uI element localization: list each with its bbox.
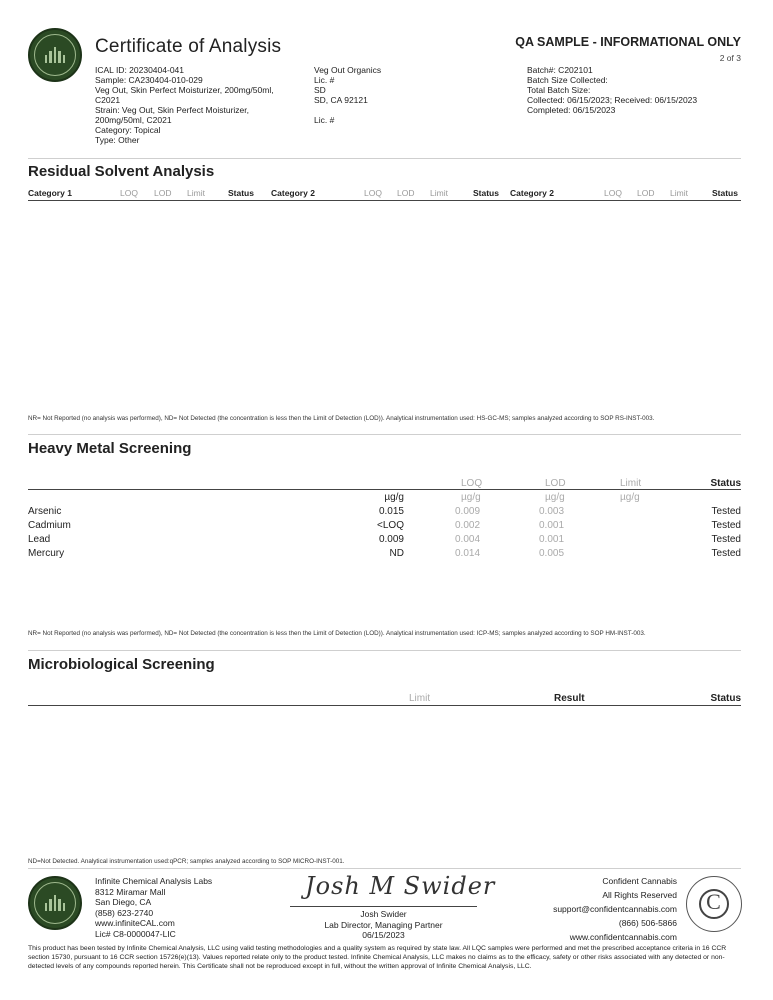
batch-info-line: Batch#: C202101	[527, 65, 593, 75]
hm-result: 0.015	[378, 506, 404, 517]
lab-info-line: (858) 623-2740	[95, 907, 154, 918]
residual-solvent-title: Residual Solvent Analysis	[28, 163, 215, 180]
rs-status-header: Status	[712, 188, 738, 198]
client-info-line: SD	[314, 85, 326, 95]
signer-title: Lab Director, Managing Partner	[324, 919, 443, 930]
hm-result: ND	[389, 548, 404, 559]
confident-cannabis-info	[553, 874, 677, 944]
rs-category-header: Category 2	[271, 188, 315, 198]
hm-loq-header: LOQ	[461, 478, 483, 489]
micro-result-header: Result	[554, 693, 585, 704]
micro-limit-header: Limit	[409, 693, 431, 704]
footer-lab-logo	[28, 876, 82, 930]
signature-line	[290, 906, 477, 907]
batch-info-line: Collected: 06/15/2023; Received: 06/15/2023	[527, 95, 698, 105]
microbiological-note: ND=Not Detected. Analytical instrumentation used:qPCR; samples analyzed according to SOP MICRO-INST-001.	[28, 858, 345, 865]
batch-info-line: Total Batch Size:	[527, 85, 591, 95]
hm-status: Tested	[711, 506, 741, 517]
cc-line: All Rights Reserved	[602, 890, 677, 900]
lab-website: www.infiniteCAL.com	[95, 918, 175, 928]
hm-lod-value: 0.001	[539, 534, 565, 545]
cc-line: Confident Cannabis	[602, 876, 677, 886]
rs-limit-header: Limit	[670, 188, 688, 198]
micro-header-rule	[28, 705, 741, 706]
hm-lod-value: 0.001	[539, 520, 565, 531]
hm-loq-value: 0.009	[455, 506, 481, 517]
hm-loq-value: 0.002	[455, 520, 481, 531]
hm-lod-header: LOD	[545, 478, 566, 489]
hm-loq-value: 0.014	[455, 548, 481, 559]
rs-status-header: Status	[228, 188, 254, 198]
lab-info-line: 8312 Miramar Mall	[95, 886, 166, 897]
hm-result-unit: µg/g	[384, 492, 404, 503]
rs-limit-header: Limit	[430, 188, 448, 198]
micro-status-header: Status	[710, 693, 741, 704]
lab-info-line: San Diego, CA	[95, 897, 152, 907]
sample-info-line: Sample: CA230404-010-029	[95, 75, 203, 85]
sample-info-line: ICAL ID: 20230404-041	[95, 65, 184, 75]
rs-status-header: Status	[473, 188, 499, 198]
hm-lod-value: 0.005	[539, 548, 565, 559]
hm-analyte: Lead	[28, 534, 51, 545]
sample-info-line: 200mg/50ml, C2021	[95, 115, 172, 125]
rs-lod-header: LOD	[637, 188, 655, 198]
client-license: Lic. #	[314, 115, 335, 125]
hm-loq-unit: µg/g	[461, 492, 481, 503]
hm-lod-unit: µg/g	[545, 492, 565, 503]
rs-category-header: Category 2	[510, 188, 554, 198]
page-title: Certificate of Analysis	[95, 36, 282, 57]
lab-license: Lic# C8-0000047-LIC	[95, 928, 176, 939]
signer-info	[290, 909, 477, 941]
hm-status: Tested	[711, 520, 741, 531]
hm-analyte: Arsenic	[28, 506, 62, 517]
hm-status: Tested	[711, 548, 741, 559]
hm-loq-value: 0.004	[455, 534, 481, 545]
rs-limit-header: Limit	[187, 188, 205, 198]
heavy-metal-title: Heavy Metal Screening	[28, 440, 192, 457]
page-number: 2 of 3	[719, 53, 741, 63]
cc-website: www.confidentcannabis.com	[569, 932, 677, 942]
sample-info-line: Category: Topical	[95, 125, 161, 135]
rs-loq-header: LOQ	[604, 188, 622, 198]
signer-name: Josh Swider	[360, 909, 407, 919]
rs-loq-header: LOQ	[364, 188, 382, 198]
cc-support-email: support@confidentcannabis.com	[553, 904, 677, 914]
hm-status-header: Status	[710, 478, 741, 489]
confident-cannabis-logo: C	[686, 876, 742, 932]
disclaimer: This product has been tested by Infinite Chemical Analysis, LLC using valid testing methodologies and a quality system as required by state law. All LQC samples were performed and met the prescribed acceptance criteria in 16 CCR section 15730, pursuant to 16 CCR section 15726(e)(13). Values reported relate only to the product tested. Infinite Chemical Analysis, LLC makes no claims as to the efficacy, safety or other risks associated with any detected or non-detected levels of any compounds reported herein. This Certificate shall not be reproduced except in full, without the written approval of Infinite Chemical Analysis, LLC.	[28, 945, 727, 970]
qa-sample-label: QA SAMPLE - INFORMATIONAL ONLY	[515, 35, 741, 49]
sample-info-line: Strain: Veg Out, Skin Perfect Moisturizer,	[95, 105, 250, 115]
lab-info-line: Infinite Chemical Analysis Labs	[95, 876, 213, 886]
residual-solvent-note: NR= Not Reported (no analysis was performed), ND= Not Detected (the concentration is less then the Limit of Detection (LOD)). Analytical instrumentation used: HS-GC-MS; samples analyzed according to SOP RS-INST-003.	[28, 415, 655, 422]
cc-phone: (866) 506-5866	[618, 918, 677, 928]
sample-info-line: Veg Out, Skin Perfect Moisturizer, 200mg/50ml,	[95, 85, 274, 95]
client-info-line: Lic. #	[314, 75, 335, 85]
batch-info-line: Batch Size Collected:	[527, 75, 608, 85]
batch-info-line: Completed: 06/15/2023	[527, 105, 616, 115]
hm-lod-value: 0.003	[539, 506, 565, 517]
hm-analyte: Cadmium	[28, 520, 71, 531]
signature: Josh M Swider	[305, 872, 496, 900]
divider	[28, 650, 741, 651]
hm-limit-unit: µg/g	[620, 492, 640, 503]
heavy-metal-note: NR= Not Reported (no analysis was performed), ND= Not Detected (the concentration is less then the Limit of Detection (LOD)). Analytical instrumentation used: ICP-MS; samples analyzed according to SOP HM-INST-003.	[28, 630, 646, 637]
sample-info-line: Type: Other	[95, 135, 140, 145]
client-info-line: SD, CA 92121	[314, 95, 368, 105]
hm-result: 0.009	[378, 534, 404, 545]
sample-info-line: C2021	[95, 95, 121, 105]
signed-date: 06/15/2023	[362, 930, 405, 940]
hm-status: Tested	[711, 534, 741, 545]
hm-result: <LOQ	[377, 520, 404, 531]
client-info-line: Veg Out Organics	[314, 65, 382, 75]
rs-loq-header: LOQ	[120, 188, 138, 198]
microbiological-title: Microbiological Screening	[28, 656, 215, 673]
lab-address	[95, 876, 212, 939]
rs-category-header: Category 1	[28, 188, 72, 198]
hm-limit-header: Limit	[620, 478, 642, 489]
rs-lod-header: LOD	[397, 188, 415, 198]
divider	[28, 868, 741, 869]
rs-lod-header: LOD	[154, 188, 172, 198]
hm-analyte: Mercury	[28, 548, 65, 559]
